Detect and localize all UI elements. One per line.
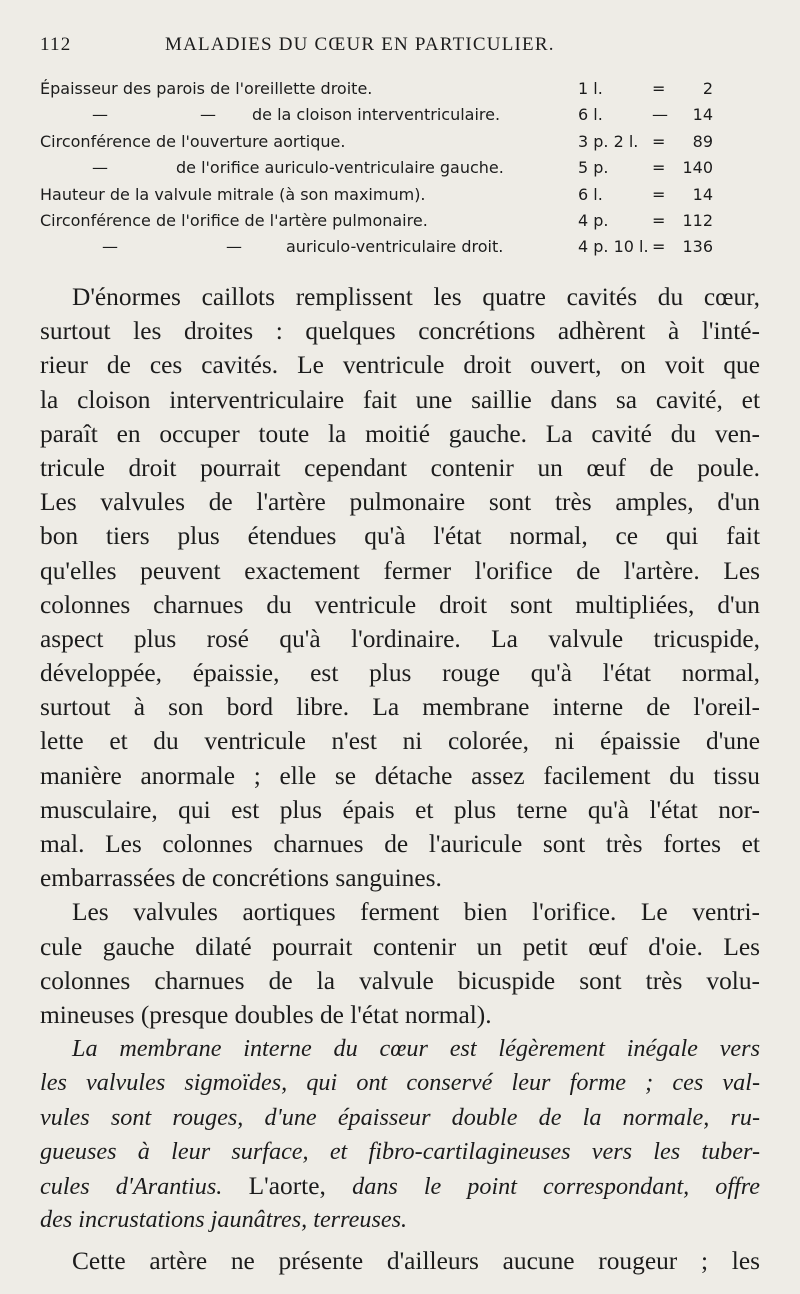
measurement-unit: 6 l. bbox=[578, 184, 603, 204]
text-line: embarrassées de concrétions sanguines. bbox=[40, 864, 442, 893]
measurement-equals: = bbox=[652, 158, 666, 178]
text-line: rieur de ces cavités. Le ventricule droit ouvert, on voit que bbox=[40, 351, 760, 380]
measurement-row bbox=[40, 208, 720, 234]
text-line: la cloison interventriculaire fait une saillie dans sa cavité, et bbox=[40, 385, 760, 414]
measurement-value: 140 bbox=[682, 158, 713, 178]
measurement-row bbox=[40, 129, 720, 155]
text-line: qu'elles peuvent exactement fermer l'orifice de l'artère. Les bbox=[40, 556, 760, 585]
measurement-table bbox=[40, 76, 720, 261]
text-line: mineuses (presque doubles de l'état normal). bbox=[40, 1000, 492, 1029]
measurement-value: 136 bbox=[682, 237, 713, 257]
running-head bbox=[40, 34, 760, 62]
text-line: aspect plus rosé qu'à l'ordinaire. La valvule tricuspide, bbox=[40, 624, 760, 653]
measurement-equals: = bbox=[652, 131, 666, 151]
text-line: les valvules sigmoïdes, qui ont conservé leur forme ; ces val- bbox=[40, 1069, 760, 1097]
measurement-value: 14 bbox=[692, 105, 713, 125]
measurement-unit: 4 p. bbox=[578, 210, 609, 230]
ditto-dash: — bbox=[92, 158, 108, 178]
text-line: lette et du ventricule n'est ni colorée, ni épaissie d'une bbox=[40, 727, 760, 756]
text-line: vules sont rouges, d'une épaisseur double de la normale, ru- bbox=[40, 1103, 760, 1131]
text-run-roman: L'aorte, bbox=[222, 1171, 353, 1200]
measurement-equals: = bbox=[652, 210, 666, 230]
measurement-label: Hauteur de la valvule mitrale (à son maximum). bbox=[40, 184, 426, 204]
text-run-italic: dans le point correspondant, offre bbox=[352, 1172, 761, 1200]
text-line: musculaire, qui est plus épais et plus terne qu'à l'état nor- bbox=[40, 795, 760, 824]
measurement-unit: 6 l. bbox=[578, 105, 603, 125]
measurement-row bbox=[40, 182, 720, 208]
text-line: colonnes charnues du ventricule droit sont multipliées, d'un bbox=[40, 590, 760, 619]
measurement-row bbox=[40, 76, 720, 102]
measurement-equals: = bbox=[652, 79, 666, 98]
text-line: mal. Les colonnes charnues de l'auricule sont très fortes et bbox=[40, 830, 760, 858]
measurement-value: 89 bbox=[692, 131, 713, 151]
measurement-label: Circonférence de l'orifice de l'artère pulmonaire. bbox=[40, 210, 428, 230]
measurement-unit: 4 p. 10 l. bbox=[578, 237, 649, 257]
text-line: développée, épaissie, est plus rouge qu'à l'état normal, bbox=[40, 659, 760, 688]
text-line: Les valvules de l'artère pulmonaire sont très amples, d'un bbox=[40, 488, 760, 517]
text-line: gueuses à leur surface, et fibro-cartilagineuses vers les tuber- bbox=[40, 1137, 760, 1165]
measurement-unit: 3 p. 2 l. bbox=[578, 131, 639, 151]
measurement-label: auriculo-ventriculaire droit. bbox=[286, 237, 504, 257]
measurement-row bbox=[40, 102, 720, 128]
ditto-dash: — bbox=[92, 105, 108, 125]
text-line: cule gauche dilaté pourrait contenir un petit œuf d'oie. Les bbox=[40, 932, 760, 961]
measurement-unit: 5 p. bbox=[578, 158, 609, 178]
text-line: Cette artère ne présente d'ailleurs aucune rougeur ; les bbox=[72, 1247, 760, 1276]
text-line: bon tiers plus étendues qu'à l'état normal, ce qui fait bbox=[40, 522, 760, 551]
measurement-label: Épaisseur des parois de l'oreillette droite. bbox=[40, 79, 373, 98]
text-line: surtout à son bord libre. La membrane interne de l'oreil- bbox=[40, 693, 760, 722]
text-line: colonnes charnues de la valvule bicuspide sont très volu- bbox=[40, 966, 760, 995]
ditto-dash: — bbox=[226, 237, 242, 257]
measurement-row bbox=[40, 234, 720, 260]
page-number: 112 bbox=[40, 34, 72, 55]
measurement-value: 14 bbox=[692, 184, 713, 204]
text-line: D'énormes caillots remplissent les quatre cavités du cœur, bbox=[72, 283, 760, 311]
text-line-mixed bbox=[40, 1169, 760, 1203]
measurement-equals: — bbox=[652, 105, 668, 125]
text-line: Les valvules aortiques ferment bien l'orifice. Le ventri- bbox=[72, 898, 760, 927]
measurement-label: de la cloison interventriculaire. bbox=[252, 105, 501, 125]
measurement-equals: = bbox=[652, 237, 666, 257]
ditto-dash: — bbox=[102, 237, 118, 257]
measurement-value: 2 bbox=[702, 79, 713, 98]
measurement-value: 112 bbox=[682, 210, 713, 230]
body-text bbox=[40, 280, 760, 1278]
measurement-label: de l'orifice auriculo-ventriculaire gauche. bbox=[176, 158, 504, 178]
text-run-italic: cules d'Arantius. bbox=[40, 1172, 223, 1200]
measurement-equals: = bbox=[652, 184, 666, 204]
measurement-unit: 1 l. bbox=[578, 79, 603, 98]
ditto-dash: — bbox=[200, 105, 216, 125]
text-line: La membrane interne du cœur est légèrement inégale vers bbox=[72, 1035, 760, 1063]
measurement-row bbox=[40, 155, 720, 181]
text-line: des incrustations jaunâtres, terreuses. bbox=[40, 1206, 408, 1234]
chapter-title: MALADIES DU CŒUR EN PARTICULIER. bbox=[165, 34, 555, 55]
text-line: paraît en occuper toute la moitié gauche. La cavité du ven- bbox=[40, 419, 760, 448]
text-line: surtout les droites : quelques concrétions adhèrent à l'inté- bbox=[40, 317, 760, 346]
text-line: manière anormale ; elle se détache assez facilement du tissu bbox=[40, 761, 760, 790]
text-line: tricule droit pourrait cependant contenir un œuf de poule. bbox=[40, 453, 760, 482]
measurement-label: Circonférence de l'ouverture aortique. bbox=[40, 131, 346, 151]
